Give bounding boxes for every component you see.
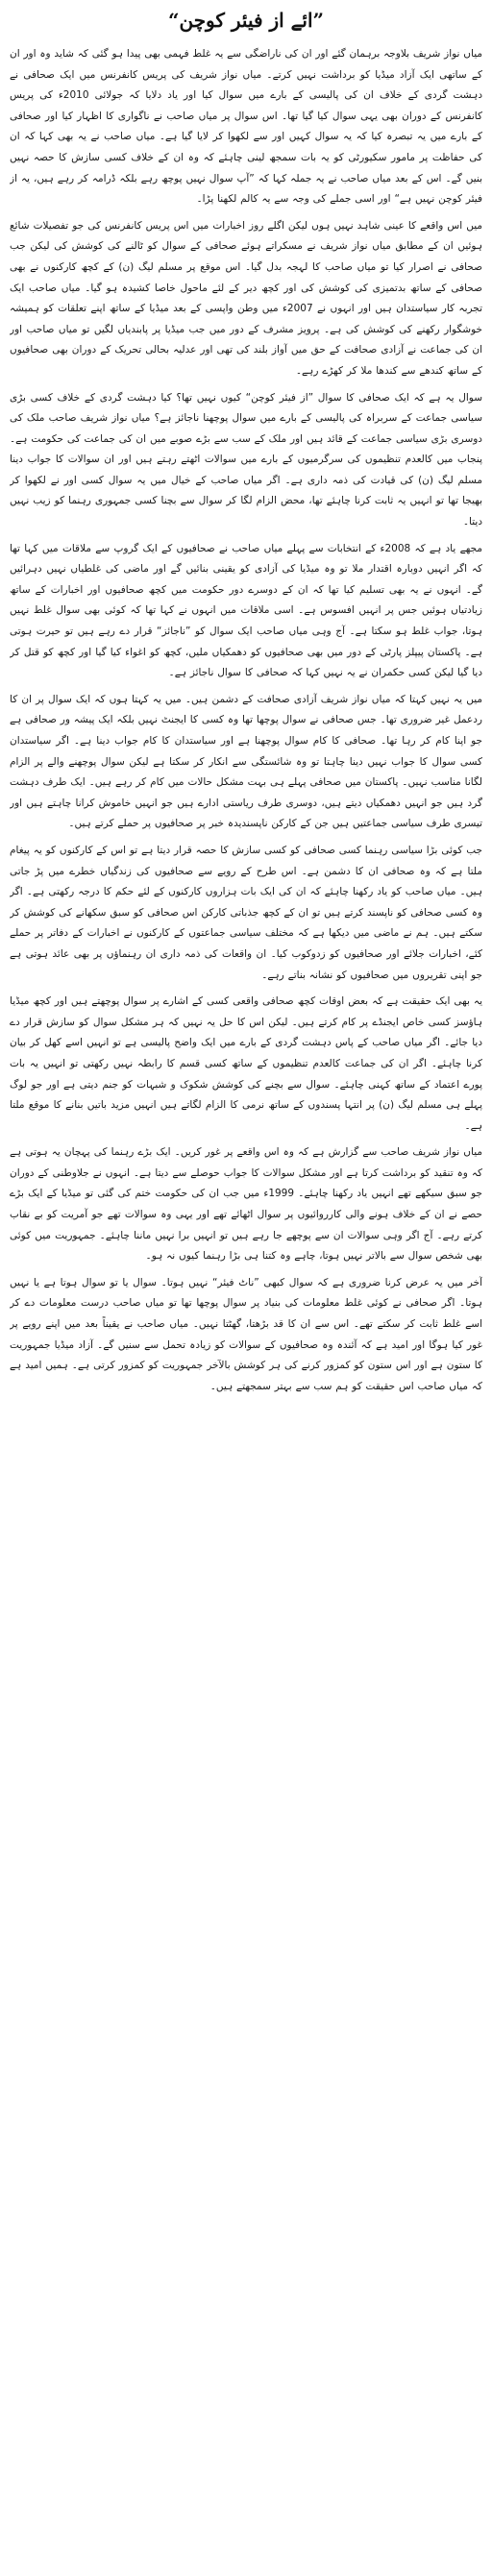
article-paragraph: میں اس واقعے کا عینی شاہد نہیں ہوں لیکن اگلے روز اخبارات میں اس پریس کانفرنس کی جو تفصیلات شائع ہوئیں ان کے مطابق میاں نواز شریف نے مسکراتے ہوئے صحافی کے سوال کو ٹالنے کی کوشش کی لیکن جب صحافی نے اصرار کیا تو میاں صاحب کا لہجہ بدل گیا۔ اس موقع پر مسلم لیگ (ن) کے کچھ کارکنوں نے بھی صحافی کے ساتھ بدتمیزی کی کوشش کی اور کچھ دیر کے لئے ماحول خاصا کشیدہ ہو گیا۔ میاں صاحب ایک تجربہ کار سیاستدان ہیں اور انہوں نے 2007ء میں وطن واپسی کے بعد میڈیا کے ساتھ اپنے تعلقات کو ہمیشہ خوشگوار رکھنے کی کوشش کی ہے۔ پرویز مشرف کے دور میں جب میڈیا پر پابندیاں لگیں تو میاں صاحب اور ان کی جماعت نے آزادی صحافت کے حق میں آواز بلند کی تھی اور عدلیہ بحالی تحریک کے دوران بھی صحافیوں کے ساتھ کندھے سے کندھا ملا کر کھڑے رہے۔ bbox=[10, 219, 482, 377]
article-paragraph: میاں نواز شریف صاحب سے گزارش ہے کہ وہ اس واقعے پر غور کریں۔ ایک بڑے رہنما کی پہچان یہ ہوتی ہے کہ وہ تنقید کو برداشت کرتا ہے اور مشکل سوالات کا جواب حوصلے سے دیتا ہے۔ انہوں نے جلاوطنی کے دوران جو سبق سیکھے تھے انہیں یاد رکھنا چاہئے۔ 1999ء میں جب ان کی حکومت ختم کی گئی تو میڈیا کے ایک بڑے حصے نے ان کے خلاف ہونے والی کارروائیوں پر سوال اٹھائے تھے اور یہی وہ سوالات تھے جو آمریت کو بے نقاب کرتے رہے۔ آج اگر وہی سوالات ان سے پوچھے جا رہے ہیں تو انہیں برا نہیں ماننا چاہئے۔ جمہوریت میں کوئی بھی شخص سوال سے بالاتر نہیں ہوتا، چاہے وہ کتنا ہی بڑا رہنما کیوں نہ ہو۔ bbox=[10, 1146, 482, 1263]
article-paragraph: میاں نواز شریف بلاوجہ برہمان گئے اور ان کی ناراضگی سے یہ غلط فہمی بھی پیدا ہو گئی کہ شاید وہ اور ان کے ساتھی ایک آزاد میڈیا کو برداشت نہیں کرتے۔ میاں نواز شریف کی پریس کانفرنس میں ایک صحافی نے دہشت گردی کے خلاف ان کی پالیسی کے بارے میں سوال کیا اور یاد دلایا کہ جولائی 2010ء کی پریس کانفرنس کے دوران بھی یہی سوال کیا گیا تھا۔ اس سوال پر میاں صاحب نے ناگواری کا اظہار کیا اور صحافی کے بارے میں یہ تبصرہ کیا کہ یہ سوال کہیں اور سے لکھوا کر لایا گیا ہے۔ میاں صاحب نے یہ بھی کہا کہ ان کی حفاظت پر مامور سکیورٹی کو یہ بات سمجھ لینی چاہئے کہ وہ ان کے خلاف کسی سازش کا حصہ نہیں بنیں گے۔ اس کے بعد میاں صاحب نے یہ جملہ کہا کہ ”آپ سوال نہیں پوچھ رہے بلکہ ڈرامہ کر رہے ہیں، یہ از فیئر کوچن نہیں ہے“ اور اسی جملے کی وجہ سے یہ کالم لکھنا پڑا۔ bbox=[10, 48, 482, 206]
article-paragraph: میں یہ نہیں کہتا کہ میاں نواز شریف آزادی صحافت کے دشمن ہیں۔ میں یہ کہتا ہوں کہ ایک سوال پر ان کا ردعمل غیر ضروری تھا۔ جس صحافی نے سوال پوچھا تھا وہ کسی کا ایجنٹ نہیں بلکہ ایک پیشہ ور صحافی ہے جو اپنا کام کر رہا تھا۔ صحافی کا کام سوال پوچھنا ہے اور سیاستدان کا کام جواب دینا ہے۔ اگر سیاستدان کسی سوال کا جواب نہیں دینا چاہتا تو وہ شائستگی سے انکار کر سکتا ہے لیکن سوال پوچھنے والے پر الزام لگانا مناسب نہیں۔ پاکستان میں صحافی پہلے ہی بہت مشکل حالات میں کام کر رہے ہیں۔ ایک طرف دہشت گرد ہیں جو انہیں دھمکیاں دیتے ہیں، دوسری طرف ریاستی ادارے ہیں جو انہیں خاموش کرانا چاہتے ہیں اور تیسری طرف سیاسی جماعتیں ہیں جن کے کارکن ناپسندیدہ خبر پر صحافیوں پر حملے کرتے ہیں۔ bbox=[10, 693, 482, 830]
article-paragraph: جب کوئی بڑا سیاسی رہنما کسی صحافی کو کسی سازش کا حصہ قرار دیتا ہے تو اس کے کارکنوں کو یہ پیغام ملتا ہے کہ وہ صحافی ان کا دشمن ہے۔ اس طرح کے رویے سے صحافیوں کی زندگیاں خطرے میں پڑ جاتی ہیں۔ میاں صاحب کو یاد رکھنا چاہئے کہ ان کی ایک بات ہزاروں کارکنوں کے لئے حکم کا درجہ رکھتی ہے۔ اگر وہ کسی صحافی کو ناپسند کرتے ہیں تو ان کے کچھ جذباتی کارکن اس صحافی کو سبق سکھانے کی کوشش کر سکتے ہیں۔ ہم نے ماضی میں دیکھا ہے کہ مختلف سیاسی جماعتوں کے کارکنوں نے اخبارات کے دفاتر پر حملے کئے، اخبارات جلائے اور صحافیوں کو زدوکوب کیا۔ ان واقعات کی ذمہ داری ان رہنماؤں پر بھی عائد ہوتی ہے جو اپنی تقریروں میں صحافیوں کو نشانہ بناتے رہے۔ bbox=[10, 844, 482, 981]
article-paragraph: سوال یہ ہے کہ ایک صحافی کا سوال ”از فیئر کوچن“ کیوں نہیں تھا؟ کیا دہشت گردی کے خلاف کسی بڑی سیاسی جماعت کے سربراہ کی پالیسی کے بارے میں سوال پوچھنا ناجائز ہے؟ میاں نواز شریف صاحب ملک کی دوسری بڑی سیاسی جماعت کے قائد ہیں اور ملک کے سب سے بڑے صوبے میں ان کی جماعت کی حکومت ہے۔ پنجاب میں کالعدم تنظیموں کی سرگرمیوں کے بارے میں سوالات اٹھتے رہتے ہیں اور ان سوالات کا جواب دینا مسلم لیگ (ن) کی قیادت کی ذمہ داری ہے۔ اگر میاں صاحب کے خیال میں یہ سوال کسی اور نے لکھوا کر بھیجا تھا تو انہیں یہ ثابت کرنا چاہئے تھا، محض الزام لگا کر سوال سے بچنا کسی جمہوری رہنما کو زیب نہیں دیتا۔ bbox=[10, 391, 482, 528]
article-paragraph: یہ بھی ایک حقیقت ہے کہ بعض اوقات کچھ صحافی واقعی کسی کے اشارے پر سوال پوچھتے ہیں اور کچھ میڈیا ہاؤسز کسی خاص ایجنڈے پر کام کرتے ہیں۔ لیکن اس کا حل یہ نہیں کہ ہر مشکل سوال کو سازش قرار دے دیا جائے۔ اگر میاں صاحب کے پاس دہشت گردی کے بارے میں ایک واضح پالیسی ہے تو انہیں اسے کھل کر بیان کرنا چاہئے۔ اگر ان کی جماعت کالعدم تنظیموں کے ساتھ کسی قسم کا رابطہ نہیں رکھتی تو انہیں یہ بات پورے اعتماد کے ساتھ کہنی چاہئے۔ سوال سے بچنے کی کوشش شکوک و شبہات کو جنم دیتی ہے اور جو لوگ پہلے ہی مسلم لیگ (ن) پر انتہا پسندوں کے ساتھ نرمی کا الزام لگاتے ہیں انہیں مزید باتیں بنانے کا موقع ملتا ہے۔ bbox=[10, 995, 482, 1132]
article-paragraph: آخر میں یہ عرض کرنا ضروری ہے کہ سوال کبھی ”ناٹ فیئر“ نہیں ہوتا۔ سوال یا تو سوال ہوتا ہے یا نہیں ہوتا۔ اگر صحافی نے کوئی غلط معلومات کی بنیاد پر سوال پوچھا تھا تو میاں صاحب درست معلومات دے کر اسے غلط ثابت کر سکتے تھے۔ اس سے ان کا قد بڑھتا، گھٹتا نہیں۔ میاں صاحب نے یقیناً بعد میں اپنے رویے پر غور کیا ہوگا اور امید ہے کہ آئندہ وہ صحافیوں کے سوالات کو زیادہ تحمل سے سنیں گے۔ آزاد میڈیا جمہوریت کا ستون ہے اور اس ستون کو کمزور کرنے کی ہر کوشش بالآخر جمہوریت کو کمزور کرتی ہے۔ ہمیں امید ہے کہ میاں صاحب اس حقیقت کو ہم سب سے بہتر سمجھتے ہیں۔ bbox=[10, 1276, 482, 1392]
article-title: ”ائے از فیئر کوچن“ bbox=[167, 9, 325, 32]
article-body bbox=[10, 44, 482, 2566]
article-paragraph: مجھے یاد ہے کہ 2008ء کے انتخابات سے پہلے میاں صاحب نے صحافیوں کے ایک گروپ سے ملاقات میں کہا تھا کہ اگر انہیں دوبارہ اقتدار ملا تو وہ میڈیا کی آزادی کو یقینی بنائیں گے اور ماضی کی غلطیاں نہیں دہرائیں گے۔ انہوں نے یہ بھی تسلیم کیا تھا کہ ان کے دوسرے دور حکومت میں کچھ صحافیوں اور اخبارات کے ساتھ زیادتیاں ہوئیں جس پر انہیں افسوس ہے۔ اسی ملاقات میں انہوں نے کہا تھا کہ کوئی بھی سوال غلط نہیں ہوتا، جواب غلط ہو سکتا ہے۔ آج وہی میاں صاحب ایک سوال کو ”ناجائز“ قرار دے رہے ہیں تو حیرت ہوتی ہے۔ پاکستان پیپلز پارٹی کے دور میں بھی صحافیوں کو دھمکیاں ملیں، کچھ کو اغواء کیا گیا اور کچھ کو قتل کر دیا گیا لیکن کسی حکمران نے یہ نہیں کہا کہ صحافی کا سوال ناجائز ہے۔ bbox=[10, 542, 482, 679]
